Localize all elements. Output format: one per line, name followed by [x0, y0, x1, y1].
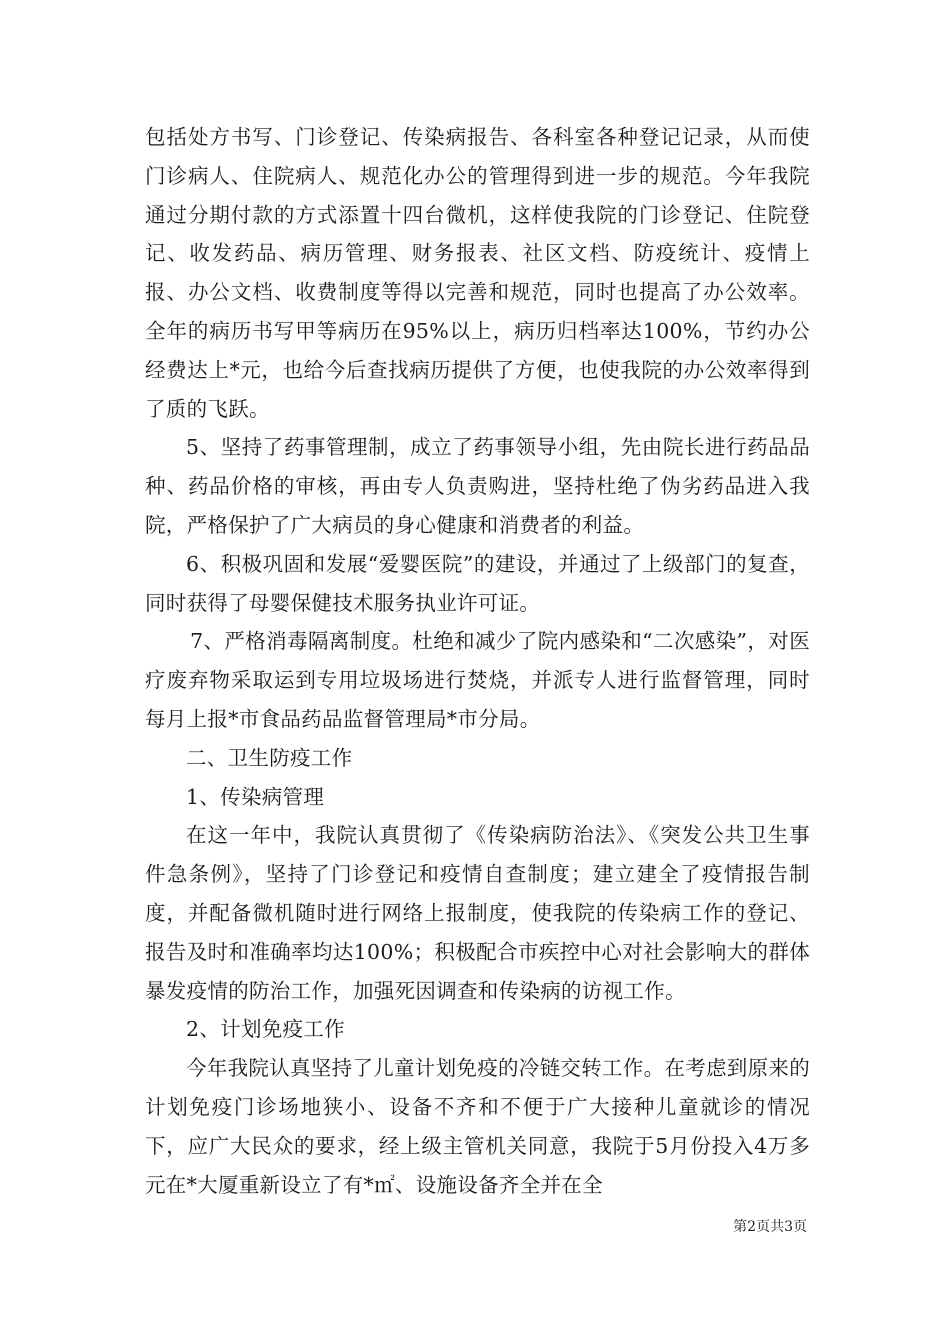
section-heading-health-prevention: 二、卫生防疫工作 [186, 745, 353, 770]
page-number: 第2页共3页 [733, 1219, 807, 1235]
subheading-immunization: 2、计划免疫工作 [186, 1017, 345, 1042]
document-body [145, 118, 810, 1204]
paragraph-4: 7、严格消毒隔离制度。杜绝和减少了院内感染和“二次感染”，对医疗废弃物采取运到专用垃圾场进行焚烧，并派专人进行监督管理，同时每月上报*市食品药品监督管理局*市分局。 [145, 629, 810, 731]
paragraph-2: 5、坚持了药事管理制，成立了药事领导小组，先由院长进行药品品种、药品价格的审核，再由专人负责购进，坚持杜绝了伪劣药品进入我院，严格保护了广大病员的身心健康和消费者的利益。 [145, 435, 810, 537]
paragraph-3: 6、积极巩固和发展“爱婴医院”的建设，并通过了上级部门的复查，同时获得了母婴保健技术服务执业许可证。 [145, 551, 810, 615]
subheading-infectious-disease: 1、传染病管理 [186, 784, 325, 809]
paragraph-5: 在这一年中，我院认真贯彻了《传染病防治法》、《突发公共卫生事件急条例》，坚持了门诊登记和疫情自查制度；建立建全了疫情报告制度，并配备微机随时进行网络上报制度，使我院的传染病工作的登记、报告及时和准确率均达100%；积极配合市疾控中心对社会影响大的群体暴发疫情的防治工作，加强死因调查和传染病的访视工作。 [145, 823, 810, 1003]
paragraph-1: 包括处方书写、门诊登记、传染病报告、各科室各种登记记录，从而使门诊病人、住院病人、规范化办公的管理得到进一步的规范。今年我院通过分期付款的方式添置十四台微机，这样使我院的门诊登记、住院登记、收发药品、病历管理、财务报表、社区文档、防疫统计、疫情上报、办公文档、收费制度等得以完善和规范，同时也提高了办公效率。全年的病历书写甲等病历在95%以上，病历归档率达100%，节约办公经费达上*元，也给今后查找病历提供了方便，也使我院的办公效率得到了质的飞跃。 [145, 125, 810, 421]
paragraph-6: 今年我院认真坚持了儿童计划免疫的冷链交转工作。在考虑到原来的计划免疫门诊场地狭小、设备不齐和不便于广大接种儿童就诊的情况下，应广大民众的要求，经上级主管机关同意，我院于5月份投入4万多元在*大厦重新设立了有*㎡、设施设备齐全并在全 [145, 1056, 810, 1197]
